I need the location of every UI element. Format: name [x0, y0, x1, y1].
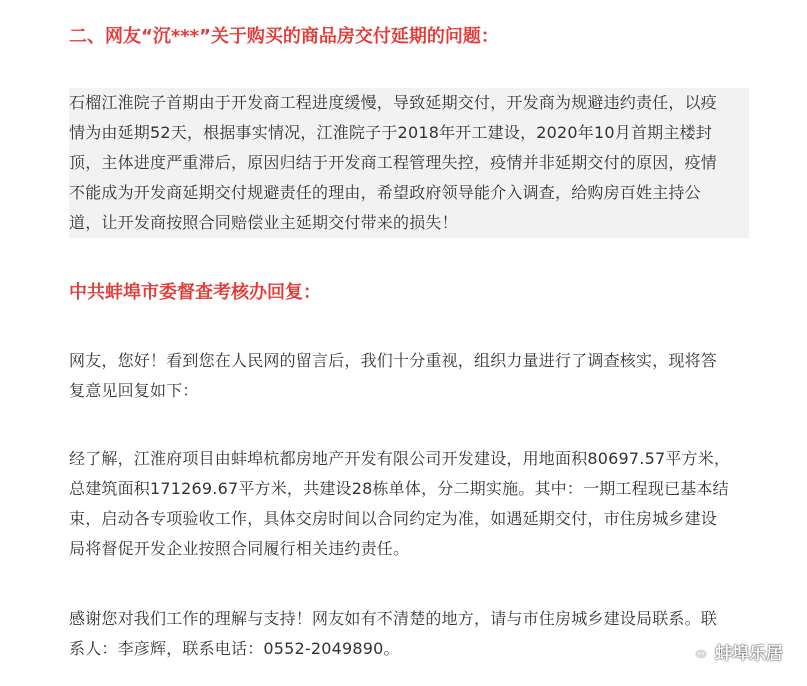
reply-line: 系人：李彦辉，联系电话：0552-2049890。	[69, 639, 400, 658]
reply-heading: 中共蚌埠市委督查考核办回复：	[69, 282, 321, 303]
reply-line: 网友，您好！看到您在人民网的留言后，我们十分重视，组织力量进行了调查核实，现将答	[69, 351, 718, 370]
wechat-icon	[687, 642, 709, 662]
reply-line: 局将督促开发企业按照合同履行相关违约责任。	[69, 539, 410, 558]
reply-line: 经了解，江淮府项目由蚌埠杭都房地产开发有限公司开发建设，用地面积80697.57平方米，	[69, 449, 731, 468]
reply-findings-paragraph	[69, 444, 749, 564]
watermark-text: 蚌埠乐居	[715, 644, 783, 664]
reply-line: 总建筑面积171269.67平方米，共建设28栋单体，分二期实施。其中：一期工程现已基本结	[69, 479, 729, 498]
complaint-line: 道，让开发商按照合同赔偿业主延期交付带来的损失！	[69, 208, 749, 238]
complaint-line: 顶，主体进度严重滞后，原因归结于开发商工程管理失控，疫情并非延期交付的原因，疫情	[69, 148, 749, 178]
complaint-line: 石榴江淮院子首期由于开发商工程进度缓慢，导致延期交付，开发商为规避违约责任，以疫	[69, 88, 749, 118]
reply-line: 复意见回复如下：	[69, 381, 199, 400]
complaint-line: 情为由延期52天，根据事实情况，江淮院子于2018年开工建设，2020年10月首期主楼封	[69, 118, 749, 148]
reply-line: 感谢您对我们工作的理解与支持！网友如有不清楚的地方，请与市住房城乡建设局联系。联	[69, 609, 718, 628]
reply-line: 束，启动各专项验收工作，具体交房时间以合同约定为准，如遇延期交付，市住房城乡建设	[69, 509, 718, 528]
complaint-paragraph	[69, 88, 749, 238]
watermark	[687, 639, 783, 664]
reply-closing-paragraph	[69, 604, 749, 664]
complaint-line: 不能成为开发商延期交付规避责任的理由，希望政府领导能介入调查，给购房百姓主持公	[69, 178, 749, 208]
question-heading: 二、网友“沉***”关于购买的商品房交付延期的问题：	[69, 26, 499, 47]
reply-greeting-paragraph	[69, 346, 749, 406]
